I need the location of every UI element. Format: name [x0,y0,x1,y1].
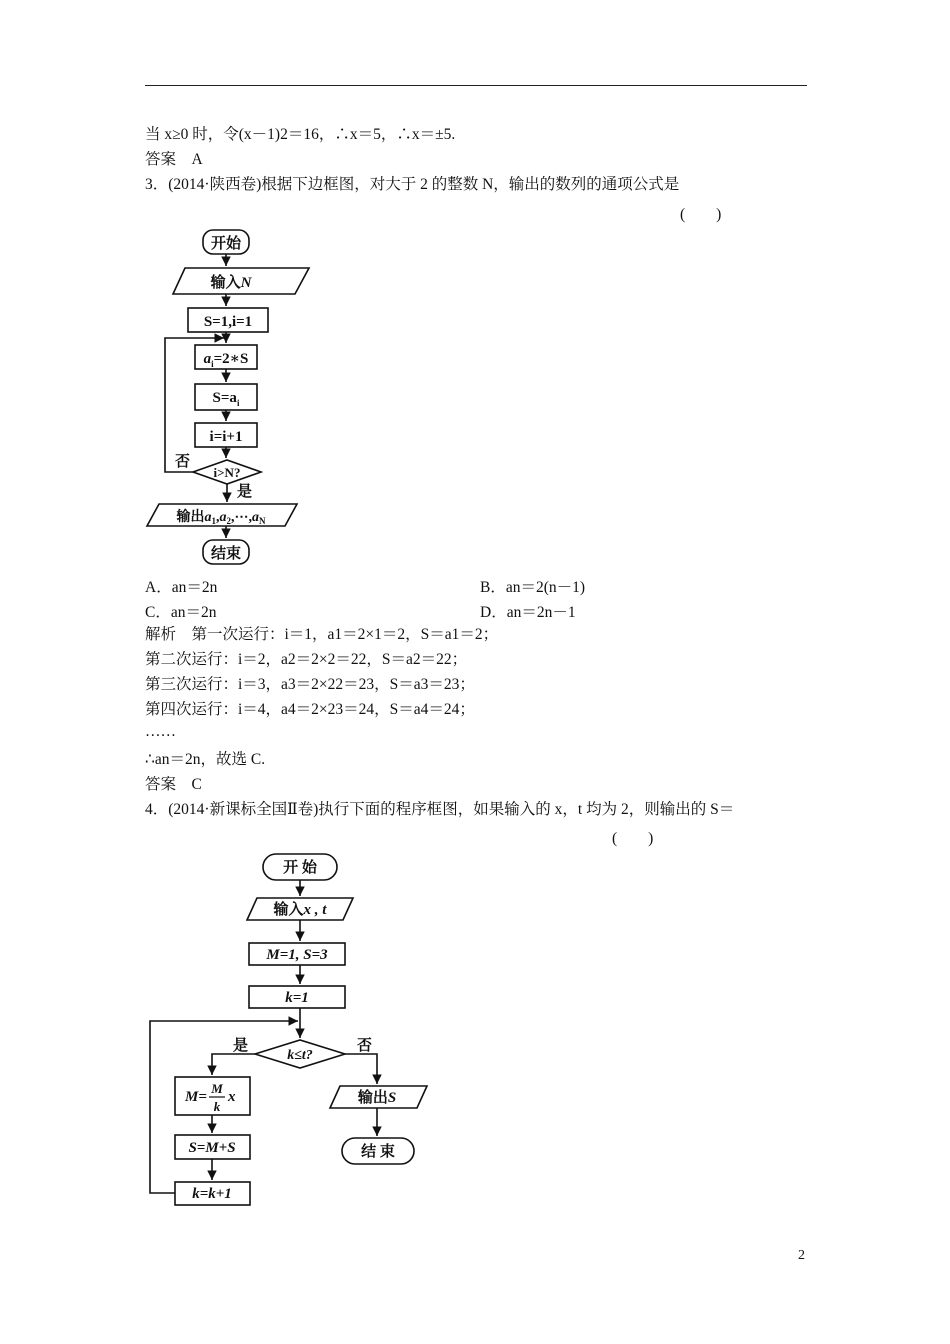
k-init-label: k=1 [285,990,309,1006]
condition-label: k≤t? [287,1048,313,1063]
end-label: 结束 [210,546,242,562]
option-a: A．an＝2n [145,579,218,596]
ai-label: $a_i=2∗S$ [203,351,249,369]
yes-label: 是 [233,1038,249,1054]
yes-label: 是 [237,484,253,500]
start-label: 开 始 [283,860,317,876]
input-label: 输入x , t [273,902,327,918]
no-label: 否 [357,1038,373,1054]
m-label-num: M [211,1081,223,1096]
solution-line: 第二次运行：i＝2，a2＝2×2＝22，S＝a2＝22； [145,651,468,668]
input-label: 输入N [210,275,252,291]
header-rule [145,85,807,86]
solution-line: 解析 第一次运行：i＝1，a1＝2×1＝2，S＝a1＝2； [145,626,499,643]
question-4: 4．(2014·新课标全国Ⅱ卷)执行下面的程序框图，如果输入的 x，t 均为 2，则输出的 S＝ [145,801,735,818]
end-label: 结 束 [361,1144,395,1160]
conclusion-line: ∴an＝2n，故选 C. [145,751,266,768]
answer-line: 答案 C [145,776,202,793]
solution-line: 第四次运行：i＝4，a4＝2×23＝24，S＝a4＝24； [145,701,475,718]
option-b: B．an＝2(n－1) [480,579,586,596]
flowchart-2 [145,850,435,1210]
solution-line: 第三次运行：i＝3，a3＝2×22＝23，S＝a3＝23； [145,676,475,693]
output-label: 输出S [357,1090,397,1106]
text-line: 当 x≥0 时，令(x－1)2＝16，∴x＝5，∴x＝±5. [145,126,456,143]
start-label: 开始 [210,236,242,252]
m-label-den: k [213,1099,221,1114]
s-update-label: S=M+S [188,1140,236,1156]
k-update-label: k=k+1 [192,1186,232,1202]
answer-line: 答案 A [145,151,203,168]
output-label: 输出$a_1,a_2,\cdots,a_N$ [176,510,266,526]
answer-blank: ( ) [612,830,654,847]
question-3: 3．(2014·陕西卷)根据下边框图，对大于 2 的整数 N，输出的数列的通项公式是 [145,176,680,193]
option-d: D．an＝2n－1 [480,604,576,621]
m-label-left: M= [185,1089,207,1105]
flowchart-1 [145,228,315,568]
answer-blank: ( ) [680,206,722,223]
s-label: $S=a_i$ [212,390,240,408]
page-number: 2 [798,1248,805,1263]
init-label: M=1, S=3 [266,947,328,963]
no-label: 否 [175,454,191,470]
init-label: S=1,i=1 [203,314,253,330]
m-label-x: x [228,1089,236,1105]
option-c: C．an＝2n [145,604,217,621]
ellipsis-line: …… [145,723,176,740]
condition-label: i>N? [213,465,241,480]
i-label: i=i+1 [209,429,243,445]
